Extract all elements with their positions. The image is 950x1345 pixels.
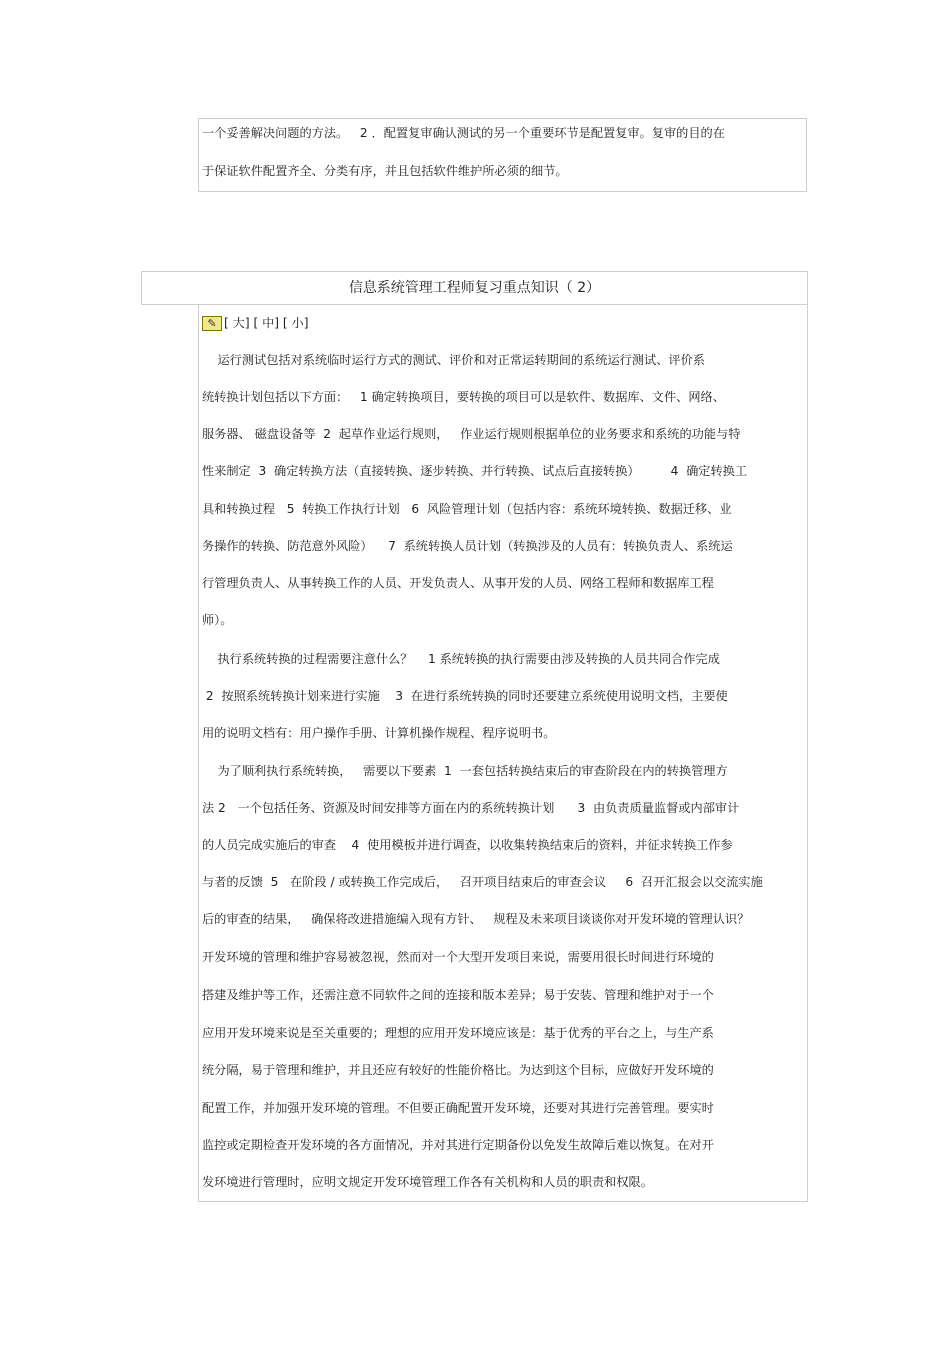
font-size-links[interactable]: [ 大] [ 中] [ 小]	[224, 316, 309, 330]
body-line: 务操作的转换、防范意外风险） 7 系统转换人员计划（转换涉及的人员有：转换负责人、系统运	[202, 539, 733, 553]
prev-line-2: 于保证软件配置齐全、分类有序，并且包括软件维护所必须的细节。	[202, 164, 568, 178]
body-line: 后的审查的结果， 确保将改进措施编入现有方针、 规程及未来项目谈谈你对开发环境的管理认识？	[202, 912, 750, 926]
body-line: 性来制定 3 确定转换方法（直接转换、逐步转换、并行转换、试点后直接转换） 4 确定转换工	[202, 464, 748, 478]
body-line: 行管理负责人、从事转换工作的人员、开发负责人、从事开发的人员、网络工程师和数据库工程	[202, 576, 714, 590]
body-line: 2 按照系统转换计划来进行实施 3 在进行系统转换的同时还要建立系统使用说明文档，主要使	[202, 689, 728, 703]
body-line: 配置工作，并加强开发环境的管理。不但要正确配置开发环境，还要对其进行完善管理。要实时	[202, 1101, 714, 1115]
body-line: 开发环境的管理和维护容易被忽视，然而对一个大型开发项目来说，需要用很长时间进行环境的	[202, 950, 714, 964]
edit-icon[interactable]: ✎	[202, 316, 222, 331]
body-line: 用的说明文档有：用户操作手册、计算机操作规程、程序说明书。	[202, 726, 556, 740]
body-line: 执行系统转换的过程需要注意什么？ 1 系统转换的执行需要由涉及转换的人员共同合作完成	[202, 652, 720, 666]
article-title: 信息系统管理工程师复习重点知识（ 2）	[141, 271, 808, 305]
body-line: 搭建及维护等工作，还需注意不同软件之间的连接和版本差异；易于安装、管理和维护对于一个	[202, 988, 714, 1002]
body-line: 统分隔，易于管理和维护，并且还应有较好的性能价格比。为达到这个目标，应做好开发环境的	[202, 1063, 714, 1077]
font-size-controls[interactable]	[202, 315, 308, 331]
body-line: 法 2 一个包括任务、资源及时间安排等方面在内的系统转换计划 3 由负责质量监督或内部审计	[202, 801, 740, 815]
body-line: 的人员完成实施后的审查 4 使用模板并进行调查，以收集转换结束后的资料，并征求转换工作参	[202, 838, 733, 852]
prev-line-1: 一个妥善解决问题的方法。 2 ．配置复审确认测试的另一个重要环节是配置复审。复审的目的在	[202, 126, 725, 140]
body-line: 应用开发环境来说是至关重要的；理想的应用开发环境应该是：基于优秀的平台之上，与生产系	[202, 1026, 714, 1040]
body-line: 统转换计划包括以下方面： 1 确定转换项目，要转换的项目可以是软件、数据库、文件、网络、	[202, 390, 725, 404]
body-line: 运行测试包括对系统临时运行方式的测试、评价和对正常运转期间的系统运行测试、评价系	[202, 353, 705, 367]
body-line: 师）。	[202, 613, 233, 627]
body-line: 监控或定期检查开发环境的各方面情况，并对其进行定期备份以免发生故障后难以恢复。在对开	[202, 1138, 714, 1152]
body-line: 发环境进行管理时，应明文规定开发环境管理工作各有关机构和人员的职责和权限。	[202, 1175, 653, 1189]
body-line: 具和转换过程 5 转换工作执行计划 6 风险管理计划（包括内容：系统环境转换、数据迁移、业	[202, 502, 732, 516]
body-line: 与者的反馈 5 在阶段 / 或转换工作完成后， 召开项目结束后的审查会议 6 召开汇报会以交流实施	[202, 875, 763, 889]
body-line: 服务器、 磁盘设备等 2 起草作业运行规则， 作业运行规则根据单位的业务要求和系统的功能与特	[202, 427, 741, 441]
body-line: 为了顺利执行系统转换， 需要以下要素 1 一套包括转换结束后的审查阶段在内的转换管理方	[202, 764, 728, 778]
